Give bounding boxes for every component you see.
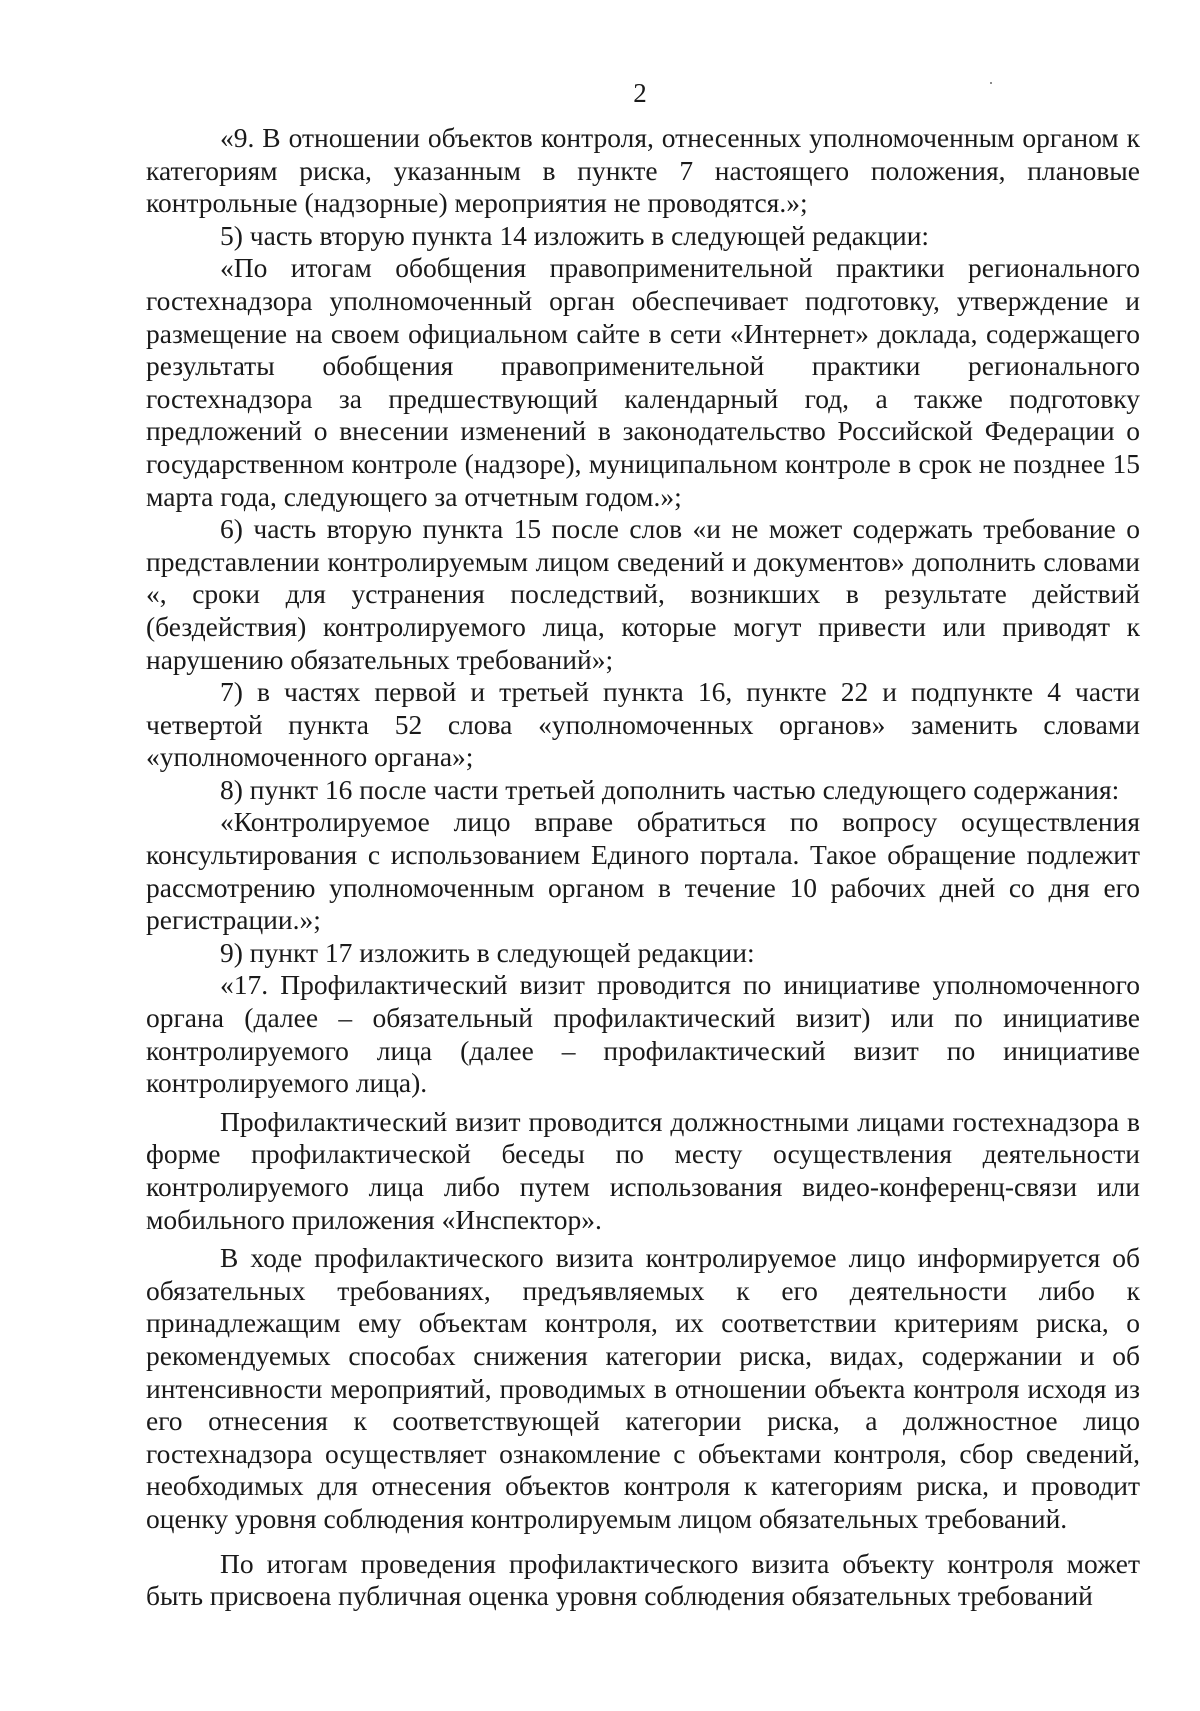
paragraph-visit-result: По итогам проведения профилактического визита объекту контроля может быть присвоена публичная оценка уровня соблюдения обязательных требований bbox=[146, 1547, 1140, 1612]
document-body bbox=[146, 122, 1140, 1613]
paragraph-amendment-9: 9) пункт 17 изложить в следующей редакции: bbox=[220, 936, 755, 968]
scan-speck bbox=[990, 82, 992, 84]
paragraph-amendment-5: 5) часть вторую пункта 14 изложить в следующей редакции: bbox=[220, 219, 930, 251]
paragraph-amendment-7: 7) в частях первой и третьей пункта 16, пункте 22 и подпункте 4 части четвертой пункта 52 слова «уполномоченных органов» заменить словами «уполномоченного органа»; bbox=[146, 676, 1140, 773]
paragraph-visit-content: В ходе профилактического визита контролируемое лицо информируется об обязательных требованиях, предъявляемых к его деятельности либо к принадлежащим ему объектам контроля, их соответствии критериям риска, о рекомендуемых способах снижения категории риска, видах, содержании и об интенсивности мероприятий, проводимых в отношении объекта контроля исходя из его отнесения к соответствующей категории риска, а должностное лицо гостехнадзора осуществляет ознакомление с объектами контроля, сбор сведений, необходимых для отнесения объектов контроля к категориям риска, и проводит оценку уровня соблюдения контролируемым лицом обязательных требований. bbox=[146, 1242, 1140, 1534]
paragraph-quote-14: «По итогам обобщения правоприменительной практики регионального гостехнадзора уполномоченный орган обеспечивает подготовку, утверждение и размещение на своем официальном сайте в сети «Интернет» доклада, содержащего результаты обобщения правоприменительной практики регионального гостехнадзора за предшествующий календарный год, а также подготовку предложений о внесении изменений в законодательство Российской Федерации о государственном контроле (надзоре), муниципальном контроле в срок не позднее 15 марта года, следующего за отчетным годом.»; bbox=[146, 252, 1140, 512]
page-number: 2 bbox=[633, 78, 647, 108]
paragraph-amendment-6: 6) часть вторую пункта 15 после слов «и не может содержать требование о представлении контролируемым лицом сведений и документов» дополнить словами «, сроки для устранения последствий, возникших в результате действий (бездействия) контролируемого лица, которые могут привести или приводят к нарушению обязательных требований»; bbox=[146, 513, 1140, 675]
paragraph-amendment-8: 8) пункт 16 после части третьей дополнить частью следующего содержания: bbox=[220, 773, 1120, 805]
paragraph-visit-form: Профилактический визит проводится должностными лицами гостехнадзора в форме профилактической беседы по месту осуществления деятельности контролируемого лица либо путем использования видео-конференц-связи или мобильного приложения «Инспектор». bbox=[146, 1105, 1140, 1235]
paragraph-item-9: «9. В отношении объектов контроля, отнесенных уполномоченным органом к категориям риска, указанным в пункте 7 настоящего положения, плановые контрольные (надзорные) мероприятия не проводятся.»; bbox=[146, 122, 1140, 219]
paragraph-quote-16: «Контролируемое лицо вправе обратиться по вопросу осуществления консультирования с использованием Единого портала. Такое обращение подлежит рассмотрению уполномоченным органом в течение 10 рабочих дней со дня его регистрации.»; bbox=[146, 806, 1140, 936]
paragraph-quote-17: «17. Профилактический визит проводится по инициативе уполномоченного органа (далее – обязательный профилактический визит) или по инициативе контролируемого лица (далее – профилактический визит по инициативе контролируемого лица). bbox=[146, 969, 1140, 1099]
